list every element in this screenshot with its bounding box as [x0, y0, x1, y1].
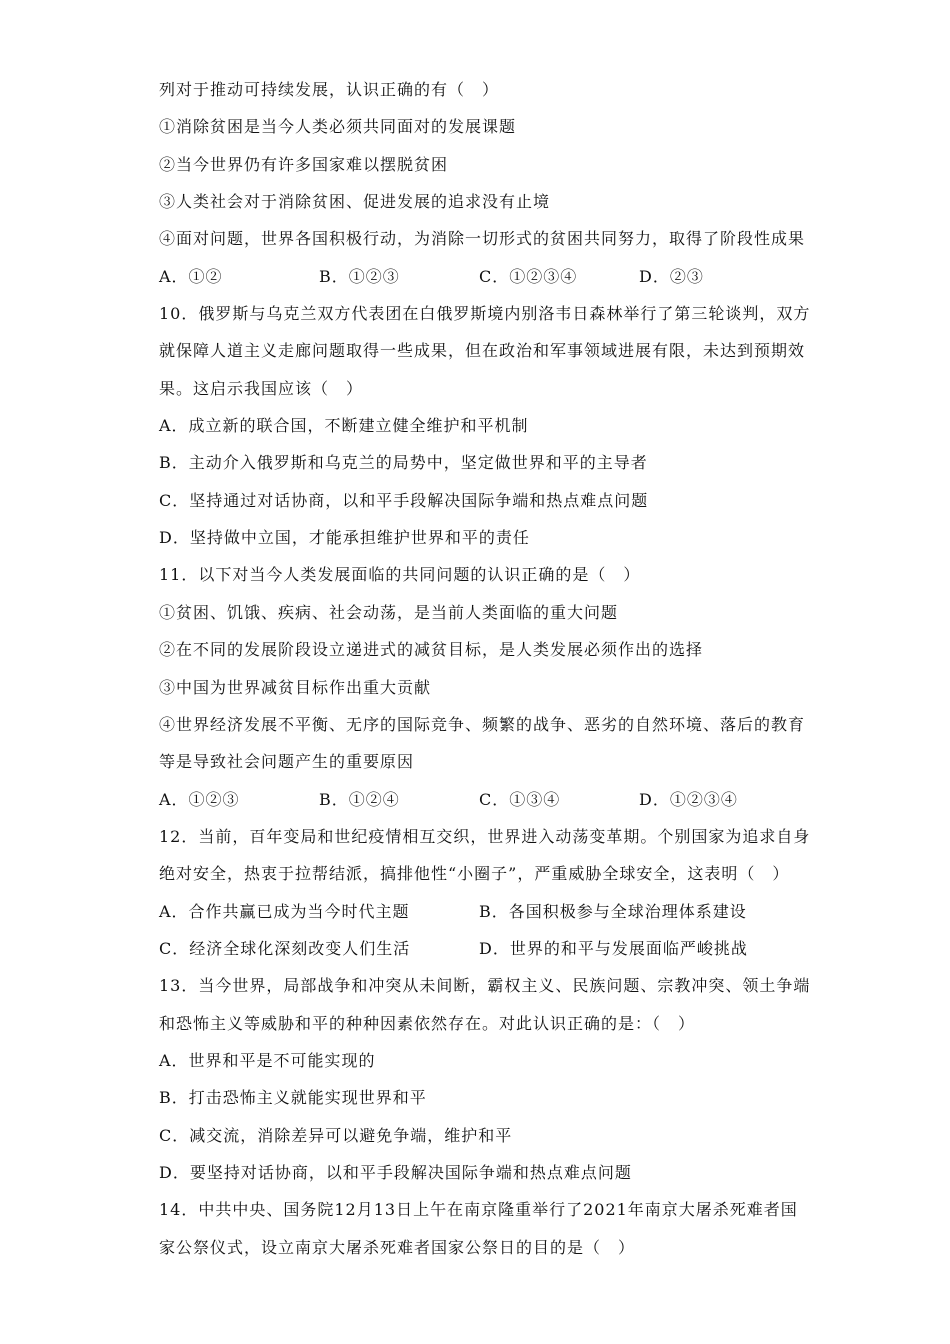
question-stem-line: 12．当前，百年变局和世纪疫情相互交织，世界进入动荡变革期。个别国家为追求自身 — [159, 826, 811, 846]
answer-option[interactable]: C．坚持通过对话协商，以和平手段解决国际争端和热点难点问题 — [159, 490, 649, 510]
answer-option[interactable]: C．减交流，消除差异可以避免争端，维护和平 — [159, 1125, 513, 1145]
statement-item: ③中国为世界减贫目标作出重大贡献 — [159, 677, 432, 697]
question-q9 — [159, 71, 806, 295]
answer-option[interactable]: C．经济全球化深刻改变人们生活 — [159, 938, 411, 958]
question-stem-line: 和恐怖主义等威胁和平的种种因素依然存在。对此认识正确的是：（ ） — [159, 1013, 696, 1033]
answer-option[interactable]: B．打击恐怖主义就能实现世界和平 — [159, 1088, 427, 1108]
statement-item: ③人类社会对于消除贫困、促进发展的追求没有止境 — [159, 192, 551, 212]
answer-option[interactable]: D．坚持做中立国，才能承担维护世界和平的责任 — [159, 528, 530, 548]
answer-option[interactable]: D．①②③④ — [639, 789, 738, 809]
question-stem-line: 就保障人道主义走廊问题取得一些成果，但在政治和军事领域进展有限，未达到预期效 — [159, 341, 806, 361]
question-q11 — [159, 556, 806, 817]
question-q13 — [159, 967, 811, 1191]
question-stem-line: 家公祭仪式，设立南京大屠杀死难者国家公祭日的目的是（ ） — [159, 1237, 636, 1257]
answer-option[interactable]: D．②③ — [639, 266, 704, 286]
answer-option[interactable]: B．①②④ — [319, 789, 400, 809]
answer-option[interactable]: C．①②③④ — [479, 266, 578, 286]
exam-page — [159, 71, 811, 1266]
question-stem-line: 11．以下对当今人类发展面临的共同问题的认识正确的是（ ） — [159, 565, 641, 585]
answer-option[interactable]: A．①②③ — [159, 789, 240, 809]
statement-item: ④面对问题，世界各国积极行动，为消除一切形式的贫困共同努力，取得了阶段性成果 — [159, 229, 806, 249]
question-stem-line: 列对于推动可持续发展，认识正确的有（ ） — [159, 80, 500, 99]
question-stem-line: 绝对安全，热衷于拉帮结派，搞排他性“小圈子”，严重威胁全球安全，这表明（ ） — [159, 864, 790, 884]
answer-option[interactable]: A．世界和平是不可能实现的 — [159, 1050, 376, 1070]
answer-option[interactable]: A．①② — [159, 266, 223, 286]
statement-item: ④世界经济发展不平衡、无序的国际竞争、频繁的战争、恶劣的自然环境、落后的教育 — [159, 714, 806, 734]
answer-options-row — [159, 893, 799, 930]
statement-item: ②当今世界仍有许多国家难以摆脱贫困 — [159, 154, 449, 174]
answer-option[interactable]: B．主动介入俄罗斯和乌克兰的局势中，坚定做世界和平的主导者 — [159, 453, 648, 473]
answer-option[interactable]: B．各国积极参与全球治理体系建设 — [479, 901, 747, 921]
answer-options-row — [159, 781, 799, 818]
statement-item: 等是导致社会问题产生的重要原因 — [159, 752, 415, 772]
statement-item: ①贫困、饥饿、疾病、社会动荡，是当前人类面临的重大问题 — [159, 602, 619, 622]
statement-item: ①消除贫困是当今人类必须共同面对的发展课题 — [159, 117, 517, 137]
answer-options-row — [159, 930, 799, 967]
answer-option[interactable]: A．成立新的联合国，不断建立健全维护和平机制 — [159, 416, 529, 436]
answer-option[interactable]: D．世界的和平与发展面临严峻挑战 — [479, 938, 748, 958]
question-stem-line: 14．中共中央、国务院12月13日上午在南京隆重举行了2021年南京大屠杀死难者国 — [159, 1200, 798, 1220]
answer-option[interactable]: C．①③④ — [479, 789, 561, 809]
answer-option[interactable]: D．要坚持对话协商，以和平手段解决国际争端和热点难点问题 — [159, 1162, 632, 1182]
question-q12 — [159, 818, 811, 967]
answer-option[interactable]: B．①②③ — [319, 266, 400, 286]
question-stem-line: 13．当今世界，局部战争和冲突从未间断，霸权主义、民族问题、宗教冲突、领土争端 — [159, 976, 811, 996]
question-stem-line: 10．俄罗斯与乌克兰双方代表团在白俄罗斯境内别洛韦日森林举行了第三轮谈判，双方 — [159, 304, 811, 324]
answer-options-row — [159, 258, 799, 295]
question-q14 — [159, 1191, 799, 1266]
question-stem-line: 果。这启示我国应该（ ） — [159, 378, 364, 398]
question-q10 — [159, 295, 811, 556]
statement-item: ②在不同的发展阶段设立递进式的减贫目标，是人类发展必须作出的选择 — [159, 640, 704, 660]
answer-option[interactable]: A．合作共赢已成为当今时代主题 — [159, 901, 410, 921]
